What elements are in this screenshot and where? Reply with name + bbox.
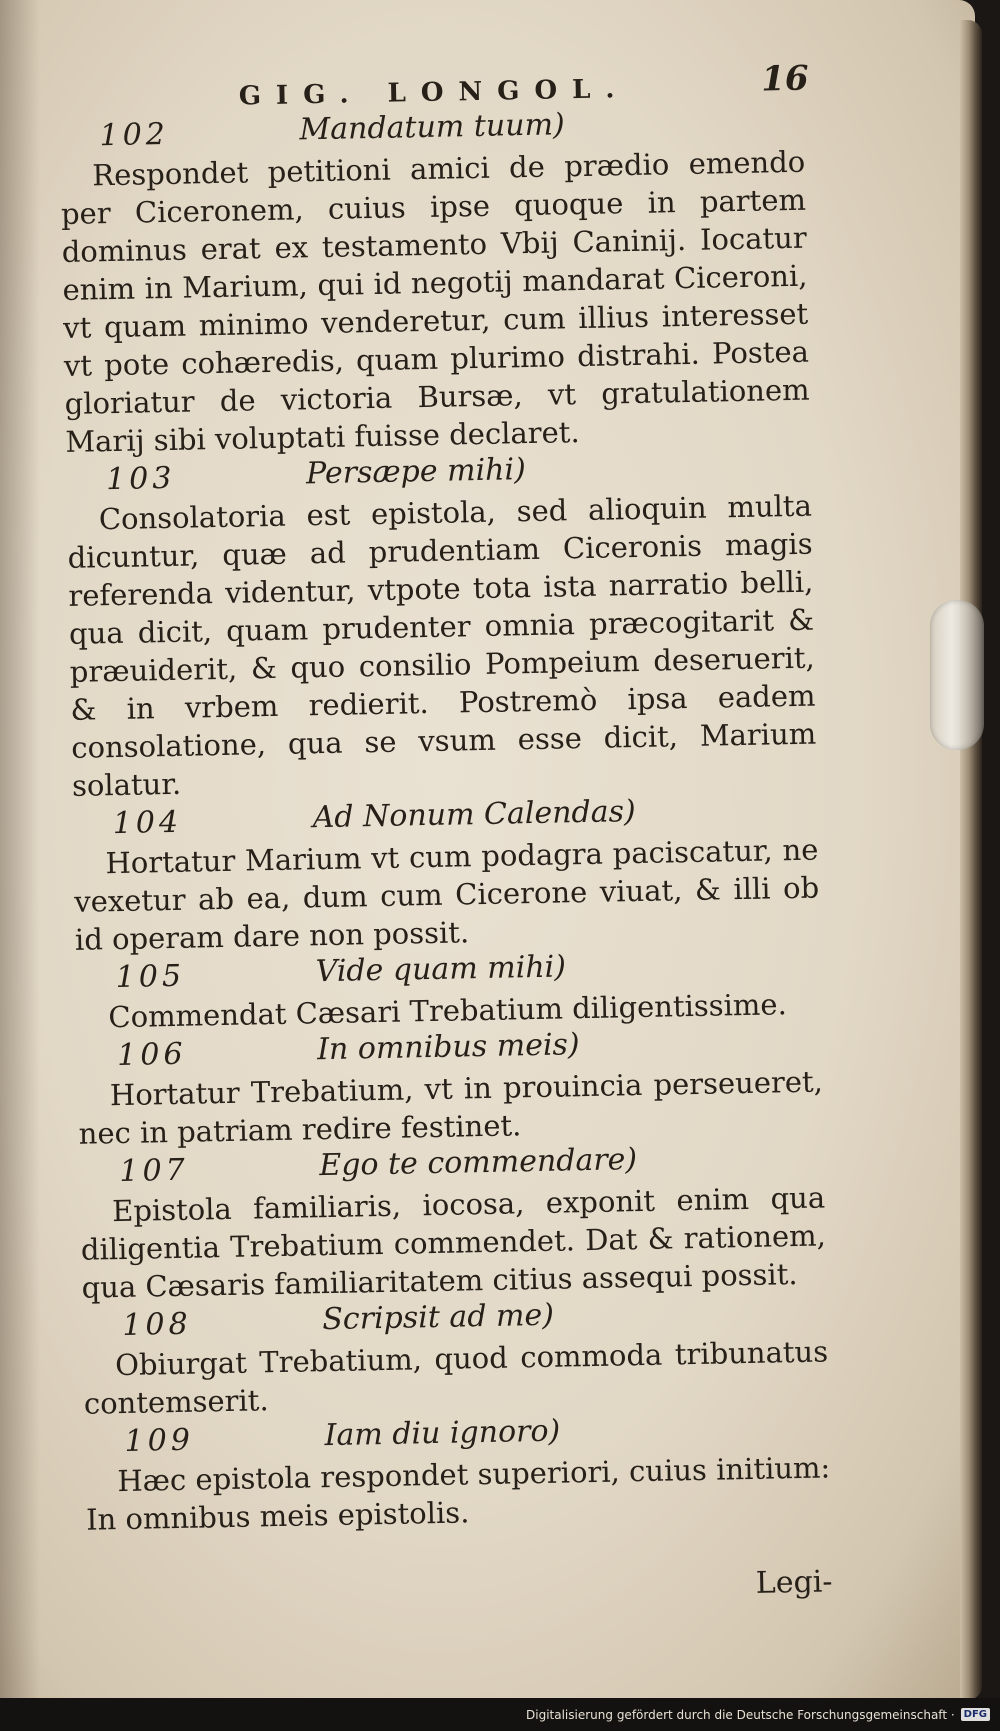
entry-number: 109 xyxy=(124,1422,195,1459)
entry-lemma: Mandatum tuum) xyxy=(299,107,566,148)
entry-lemma: Persæpe mihi) xyxy=(305,452,527,492)
entry-108 xyxy=(82,1292,829,1422)
entry-text: Hæc epistola respondet superiori, cuius initium: In omnibus meis epistolis. xyxy=(85,1450,831,1537)
entry-lemma: Vide quam mihi) xyxy=(315,949,567,990)
book-edge xyxy=(960,20,982,1700)
entry-text: Commendat Cæsari Trebatium diligentissime. xyxy=(108,987,788,1035)
entry-lemma: Ego te commendare) xyxy=(319,1142,638,1184)
entry-text: Respondet petitioni amici de prædio emendo per Ciceronem, cuius ipse quoque in partem dominus erat ex testamento Vbij Caninij. Iocatur enim in Marium, qui id negotij mandarat Ciceroni, vt quam minimo venderetur, cum illius interesset vt pote cohæredis, quam plurimo distrahi. Postea gloriatur de victoria Bursæ, vt gratulationem Marij sibi voluptati fuisse declaret. xyxy=(60,144,810,459)
entry-number: 107 xyxy=(119,1152,190,1190)
page-number: 16 xyxy=(760,58,809,100)
entry-102 xyxy=(59,103,810,461)
entry-text: Hortatur Trebatium, vt in prouincia perseueret, nec in patriam redire festinet. xyxy=(78,1064,824,1151)
running-head-title: GIG. LONGOL. xyxy=(238,74,630,112)
entry-number: 102 xyxy=(99,116,170,154)
entry-number: 108 xyxy=(122,1306,192,1343)
footer-credit: Digitalisierung gefördert durch die Deutsche Forschungsgemeinschaft · xyxy=(526,1707,955,1722)
gutter-shadow xyxy=(0,0,40,1698)
digitization-footer xyxy=(0,1698,1000,1731)
entry-107 xyxy=(79,1138,827,1306)
page-clip xyxy=(930,600,984,750)
catchword: Legi- xyxy=(755,1564,833,1601)
entry-lemma: Iam diu ignoro) xyxy=(324,1413,561,1454)
entry-lemma: Ad Nonum Calendas) xyxy=(312,794,637,836)
entry-text: Hortatur Marium vt cum podagra paciscatur, ne vexetur ab ea, dum cum Cicerone viuat, & illi ob id operam dare non possit. xyxy=(73,832,820,957)
entry-104 xyxy=(72,791,820,959)
entry-text: Consolatoria est epistola, sed alioquin multa dicuntur, quæ ad prudentiam Ciceronis magis referenda videntur, vtpote tota ista narratio belli, qua dicit, quam prudenter omnia præcogitarit & præuiderit, & quo consilio Pompeium deseruerit, & in vrbem redierit. Postremò ipsa eadem consolatione, qua se vsum esse dicit, Marium solatur. xyxy=(67,488,817,803)
entry-number: 104 xyxy=(112,804,183,842)
entry-106 xyxy=(77,1023,824,1153)
entry-text: Obiurgat Trebatium, quod commoda tribunatus contemserit. xyxy=(83,1334,829,1421)
entry-lemma: Scripsit ad me) xyxy=(321,1297,555,1338)
entry-number: 105 xyxy=(115,958,186,996)
entry-text: Epistola familiaris, iocosa, exponit enim qua diligentia Trebatium commendet. Dat & rationem, qua Cæsaris familiaritatem citius assequi possit. xyxy=(80,1180,827,1305)
page-content xyxy=(58,41,833,1614)
dfg-logo-icon: DFG xyxy=(961,1708,990,1721)
entry-105 xyxy=(75,945,821,1037)
entry-lemma: In omnibus meis) xyxy=(316,1027,580,1068)
entry-103 xyxy=(66,447,817,805)
entry-number: 103 xyxy=(105,460,176,498)
entry-109 xyxy=(84,1408,831,1538)
entry-number: 106 xyxy=(116,1036,187,1074)
